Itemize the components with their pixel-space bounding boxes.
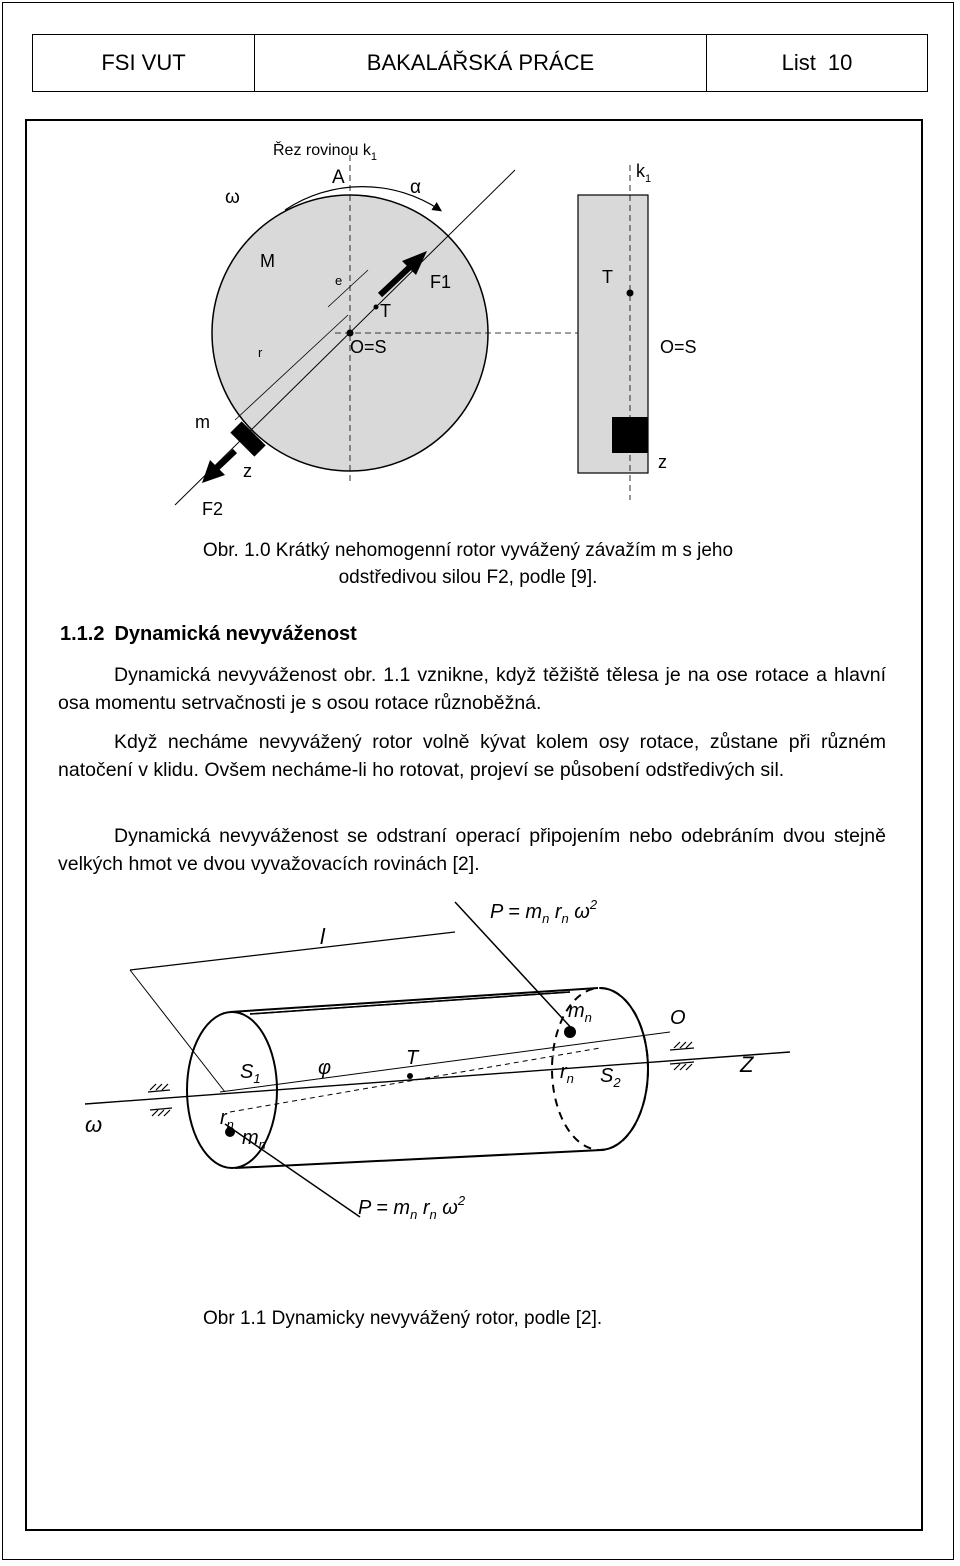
header-doc-type: BAKALÁŘSKÁ PRÁCE <box>255 35 707 91</box>
header-sheet <box>707 35 927 91</box>
center-point <box>347 330 354 337</box>
label-m-big: M <box>260 251 275 271</box>
label-omega: ω <box>85 1112 103 1137</box>
figure1-caption-line2: odstředivou silou F2, podle [9]. <box>338 567 598 588</box>
label-os: O=S <box>350 337 387 357</box>
mass-top-point <box>564 1026 576 1038</box>
label-l: l <box>320 924 325 949</box>
label-s1: $S_1$ <box>240 1061 261 1086</box>
figure1-caption-line1: Obr. 1.0 Krátký nehomogenní rotor vyvážený závažím m s jeho <box>202 540 734 561</box>
label-o: O <box>670 1007 686 1029</box>
side-weight-block <box>612 417 648 453</box>
label-mn-bottom: $m_n$ <box>242 1127 266 1152</box>
label-alpha: α <box>410 177 421 198</box>
section-heading <box>60 623 357 646</box>
label-rn-right: $r_n$ <box>560 1061 574 1086</box>
label-t: T <box>380 301 391 321</box>
figure-short-rotor <box>140 125 740 525</box>
header-institution: FSI VUT <box>33 35 255 91</box>
figure1-caption <box>0 537 936 591</box>
header-sheet-number: 10 <box>827 50 853 75</box>
label-rn-left: $r_n$ <box>220 1107 234 1132</box>
label-m-small: m <box>195 412 210 432</box>
label-s2: $S_2$ <box>600 1065 621 1090</box>
label-z-side: z <box>658 452 667 472</box>
label-os-side: O=S <box>660 337 697 357</box>
label-f1: F1 <box>430 272 452 292</box>
label-z: Z <box>740 1052 754 1077</box>
header-sheet-label: List <box>781 50 816 75</box>
cylinder-lower-edge <box>235 1150 602 1168</box>
centroid-point <box>374 305 379 310</box>
label-t-side: T <box>602 267 613 287</box>
length-dimension <box>130 932 455 970</box>
section-title: Dynamická nevyváženost <box>114 623 357 645</box>
section-number: 1.1.2 <box>60 623 105 645</box>
figure2-caption: Obr 1.1 Dynamicky nevyvážený rotor, podle [2]. <box>203 1308 603 1329</box>
cylinder-upper-edge <box>230 988 598 1012</box>
figure-dynamic-rotor <box>70 892 810 1272</box>
label-phi: φ <box>318 1057 332 1079</box>
right-support-icon <box>670 1042 694 1070</box>
label-section: Řez rovinou $k_1$ <box>273 142 377 163</box>
centroid-t-point <box>407 1073 413 1079</box>
page-header <box>32 34 928 92</box>
label-r: r <box>258 345 263 360</box>
paragraph-2: Když necháme nevyvážený rotor volně kývat kolem osy rotace, zůstane při různém natočení v klidu. Ovšem necháme-li ho rotovat, projeví se působení odstředivých sil. <box>58 731 886 781</box>
label-e: e <box>335 273 343 288</box>
label-a: A <box>332 167 345 188</box>
paragraph-3: Dynamická nevyváženost se odstraní operací připojením nebo odebráním dvou stejně velkých hmot ve dvou vyvažovacích rovinách [2]. <box>58 825 886 875</box>
left-support-icon <box>148 1084 172 1116</box>
label-t: T <box>406 1047 419 1069</box>
label-f2: F2 <box>202 499 224 519</box>
side-centroid-point <box>627 290 634 297</box>
label-k1: $k_1$ <box>636 161 652 185</box>
paragraph-1: Dynamická nevyváženost obr. 1.1 vznikne, když těžiště tělesa je na ose rotace a hlavní osa momentu setrvačnosti je s osou rotace různoběžná. <box>58 664 886 714</box>
label-omega: ω <box>225 187 240 208</box>
label-p-top: $P = m_n$ $r_n$ $\omega^2$ <box>490 897 598 926</box>
label-z: z <box>243 461 252 481</box>
label-mn-top: $m_n$ <box>568 1000 592 1025</box>
force-f2-arrow-icon <box>215 451 235 470</box>
label-p-bottom: $P = m_n$ $r_n$ $\omega^2$ <box>358 1193 466 1222</box>
